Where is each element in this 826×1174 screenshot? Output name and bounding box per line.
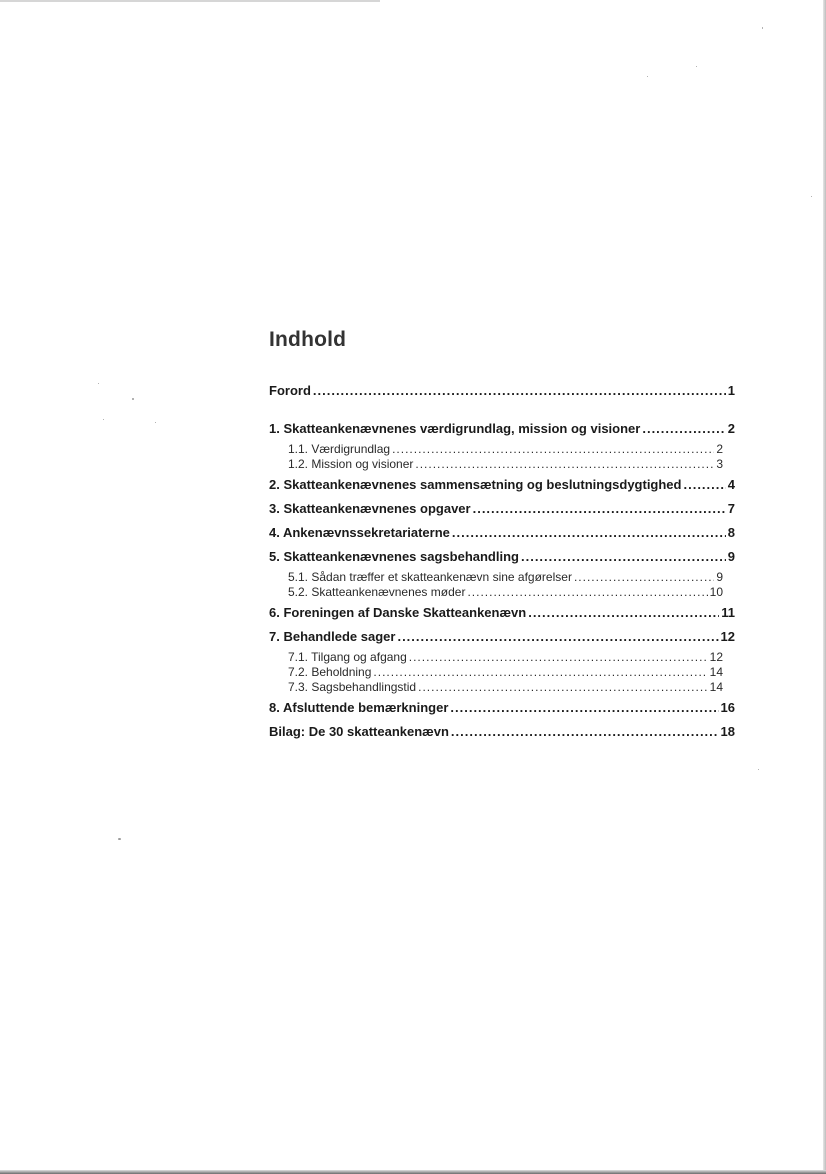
- toc-entry-label: 3. Skatteankenævnenes opgaver: [269, 501, 471, 516]
- toc-entry-section-5-2[interactable]: [288, 585, 723, 600]
- toc-entry-section-7[interactable]: [269, 629, 735, 644]
- toc-entry-page: 9: [727, 549, 735, 564]
- scan-edge-top: [0, 0, 380, 2]
- toc-entry-label: 5.1. Sådan træffer et skatteankenævn sine afgørelser: [288, 570, 572, 584]
- toc-entry-page: 14: [709, 680, 723, 694]
- toc-entry-label: Bilag: De 30 skatteankenævn: [269, 724, 449, 739]
- toc-entry-page: 14: [709, 665, 723, 679]
- toc-entry-page: 2: [727, 421, 735, 436]
- toc-dot-leader: [313, 383, 726, 398]
- toc-dot-leader: [397, 629, 718, 644]
- scan-edge-bottom: [0, 1170, 826, 1174]
- toc-dot-leader: [642, 421, 725, 436]
- toc-dot-leader: [528, 605, 719, 620]
- toc-entry-page: 1: [727, 383, 735, 398]
- toc-entry-section-4[interactable]: [269, 525, 735, 540]
- toc-entry-page: 11: [721, 605, 735, 620]
- toc-entry-section-1-2[interactable]: [288, 457, 723, 472]
- toc-entry-bilag[interactable]: [269, 724, 735, 739]
- toc-dot-leader: [521, 549, 726, 564]
- scan-speck: [762, 27, 763, 29]
- toc-dot-leader: [392, 442, 714, 457]
- toc-entry-section-7-3[interactable]: [288, 680, 723, 695]
- toc-entry-section-7-1[interactable]: [288, 650, 723, 665]
- toc-dot-leader: [683, 477, 725, 492]
- toc-dot-leader: [452, 525, 726, 540]
- table-of-contents: [269, 383, 735, 739]
- scan-speck: [103, 419, 104, 420]
- toc-dot-leader: [409, 650, 708, 665]
- toc-dot-leader: [450, 700, 718, 715]
- toc-entry-label: 1. Skatteankenævnenes værdigrundlag, mission og visioner: [269, 421, 641, 436]
- scan-speck: [696, 66, 697, 67]
- toc-entry-section-7-2[interactable]: [288, 665, 723, 680]
- toc-dot-leader: [373, 665, 707, 680]
- toc-entry-page: 12: [720, 629, 735, 644]
- toc-entry-label: 8. Afsluttende bemærkninger: [269, 700, 449, 715]
- toc-dot-leader: [418, 680, 708, 695]
- toc-entry-label: Forord: [269, 383, 311, 398]
- toc-entry-label: 7.3. Sagsbehandlingstid: [288, 680, 417, 694]
- toc-dot-leader: [467, 585, 707, 600]
- toc-entry-page: 10: [709, 585, 723, 599]
- toc-entry-page: 7: [727, 501, 735, 516]
- toc-entry-label: 1.1. Værdigrundlag: [288, 442, 391, 456]
- scan-speck: [132, 398, 134, 400]
- page-title: Indhold: [269, 328, 347, 351]
- scan-speck: [758, 769, 759, 770]
- toc-entry-section-8[interactable]: [269, 700, 735, 715]
- scan-speck: [98, 383, 99, 384]
- toc-entry-page: 18: [720, 724, 735, 739]
- toc-entry-page: 16: [720, 700, 735, 715]
- toc-entry-label: 7.1. Tilgang og afgang: [288, 650, 407, 664]
- toc-entry-label: 5.2. Skatteankenævnenes møder: [288, 585, 466, 599]
- toc-entry-label: 7. Behandlede sager: [269, 629, 396, 644]
- scan-speck: [647, 76, 648, 77]
- toc-entry-section-5[interactable]: [269, 549, 735, 564]
- toc-entry-label: 5. Skatteankenævnenes sagsbehandling: [269, 549, 519, 564]
- toc-dot-leader: [415, 457, 714, 472]
- toc-entry-label: 1.2. Mission og visioner: [288, 457, 414, 471]
- toc-dot-leader: [473, 501, 726, 516]
- scan-speck: [155, 422, 156, 423]
- toc-entry-section-3[interactable]: [269, 501, 735, 516]
- toc-entry-page: 12: [709, 650, 723, 664]
- toc-entry-section-5-1[interactable]: [288, 570, 723, 585]
- toc-entry-page: 9: [716, 570, 723, 584]
- toc-dot-leader: [451, 724, 719, 739]
- toc-entry-page: 2: [716, 442, 723, 456]
- toc-entry-section-6[interactable]: [269, 605, 735, 620]
- scan-speck: [811, 196, 812, 197]
- toc-entry-label: 4. Ankenævnssekretariaterne: [269, 525, 450, 540]
- toc-entry-label: 6. Foreningen af Danske Skatteankenævn: [269, 605, 527, 620]
- toc-entry-page: 8: [727, 525, 735, 540]
- toc-entry-page: 3: [716, 457, 723, 471]
- toc-entry-section-1-1[interactable]: [288, 442, 723, 457]
- toc-entry-forord[interactable]: [269, 383, 735, 398]
- toc-entry-label: 7.2. Beholdning: [288, 665, 372, 679]
- toc-dot-leader: [574, 570, 714, 585]
- toc-entry-section-2[interactable]: [269, 477, 735, 492]
- toc-entry-section-1[interactable]: [269, 421, 735, 436]
- scan-speck: [118, 838, 121, 840]
- toc-entry-page: 4: [727, 477, 735, 492]
- toc-entry-label: 2. Skatteankenævnenes sammensætning og beslutningsdygtighed: [269, 477, 682, 492]
